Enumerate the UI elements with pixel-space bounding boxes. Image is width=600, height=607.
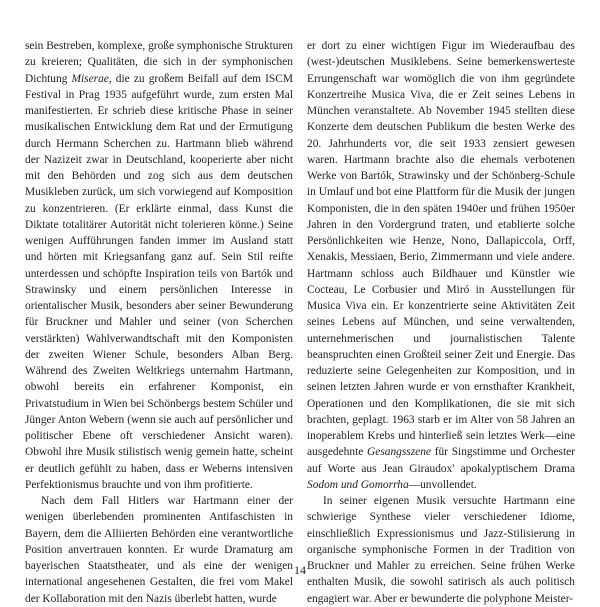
work-title-italic: Miserae (71, 72, 109, 85)
text-column-right (307, 38, 575, 607)
text-run: er dort zu einer wichtigen Figur im Wiederaufbau des (west-)deutschen Musiklebens. Seine bemerkenswerteste Errungenschaft war womöglich die von ihm gegründete Konzertreihe Musica Viva, die er Zeit seines Lebens in München veranstaltete. Ab November 1945 stellten diese Konzerte dem deutschen Publikum die besten Werke des 20. Jahrhunderts vor, die seit 1933 zensiert gewesen waren. Hartmann brachte also die ehemals verbotenen Werke von Bartók, Strawinsky und der Schönberg-Schule in Umlauf und bot eine Plattform für die Musik der jungen Komponisten, die in den späten 1940er und frühen 1950er Jahren in den Vordergrund traten, und etablierte solche Persönlichkeiten wie Henze, Nono, Dallapiccola, Orff, Xenakis, Messiaen, Berio, Zimmermann und viele andere. Hartmann schloss auch Bildhauer und Künstler wie Cocteau, Le Corbusier und Miró in Ausstellungen für Musica Viva ein. Er konzentrierte seine Aktivitäten Zeit seines Lebens auf München, und seine verwaltenden, unternehmerischen und journalistischen Talente beanspruchten einen Großteil seiner Zeit und Energie. Das reduzierte seine Gelegenheiten zur Komposition, und in seinen letzten Jahren wurde er von ernsthafter Krankheit, Operationen und den Komplikationen, die sie mit sich brachten, geplagt. 1963 starb er im Alter von 58 Jahren an inoperablem Krebs und hinterließ sein letztes Werk—eine ausgedehnte (307, 40, 575, 459)
text-run: In seiner eigenen Musik versuchte Hartmann eine schwierige Synthese vieler verschiedener Idiome, einschließlich Expressionismus und Jazz-Stilisierung in organische symphonische Formen in der Tradition von Bruckner und Mahler zu erreichen. Seine frühen Werke enthalten Musik, die sowohl satirisch als auch politisch engagiert war. Aber er bewunderte die polyphone Meister- (307, 495, 575, 605)
text-run: —unvollendet. (408, 478, 477, 491)
text-run: Nach dem Fall Hitlers war Hartmann einer der wenigen überlebenden prominenten Antifaschisten in Bayern, dem die Alliierten Behörden eine verantwortliche Position anvertrauen konnten. Er wurde Dramaturg am bayerischen Staatstheater, und als eine der wenigen international angesehenen Gestalten, die frei vom Makel der Kollaboration mit den Nazis überlebt hatten, wurde (25, 495, 293, 605)
page-number: 14 (294, 563, 306, 577)
work-title-italic: Sodom und Gomorrha (307, 478, 409, 491)
text-run: für Singstimme und Orchester auf Worte aus Jean Giraudox' apokalyptischem Drama (307, 446, 575, 475)
paragraph (25, 38, 293, 493)
paragraph (25, 493, 293, 607)
work-title-italic: Gesangsszene (367, 446, 431, 459)
text-column-left (25, 38, 293, 607)
text-run: sein Bestreben, komplexe, große symphonische Strukturen zu kreieren; Qualitäten, die sich in der symphonischen Dichtung (25, 40, 293, 85)
text-run: , die zu großem Beifall auf dem ISCM Festival in Prag 1935 aufgeführt wurde, zum ersten Mal manifestierten. Er schrieb diese kritische Phase in seiner musikalischen Entwicklung dem Rat und der Ermutigung durch Hermann Scherchen zu. Hartmann blieb während der Nazizeit zwar in Deutschland, kooperierte aber nicht mit den Behörden und zog sich aus dem deutschen Musikleben zurück, um sich vorwiegend auf Komposition zu konzentrieren. (Er erklärte einmal, dass Kunst die Diktate totalitärer Autorität nicht tolerieren könne.) Seine wenigen Aufführungen fanden immer im Ausland statt und hörten mit Kriegsanfang ganz auf. Sein Stil reifte unterdessen und schöpfte Inspiration teils von Bartók und Strawinsky und einem persönlichen Interesse in orientalischer Musik, besonders aber seiner Bewunderung für Bruckner und Mahler und seiner (von Scherchen verstärkten) Wahlverwandtschaft mit den Komponisten der zweiten Wiener Schule, besonders Alban Berg. Während des Zweiten Weltkriegs unternahm Hartmann, obwohl bereits ein erfahrener Komponist, ein Privatstudium in Wien bei Schönbergs bestem Schüler und Jünger Anton Webern (wenn sie auch auf persönlicher und politischer Ebene oft verschiedener Ansicht waren). Obwohl ihre Musik stilistisch wenig gemein hatte, scheint er deutlich gefühlt zu haben, dass er Weberns intensiven Perfektionismus brauchte und von ihm profitierte. (25, 72, 293, 491)
paragraph (307, 38, 575, 493)
paragraph (307, 493, 575, 607)
